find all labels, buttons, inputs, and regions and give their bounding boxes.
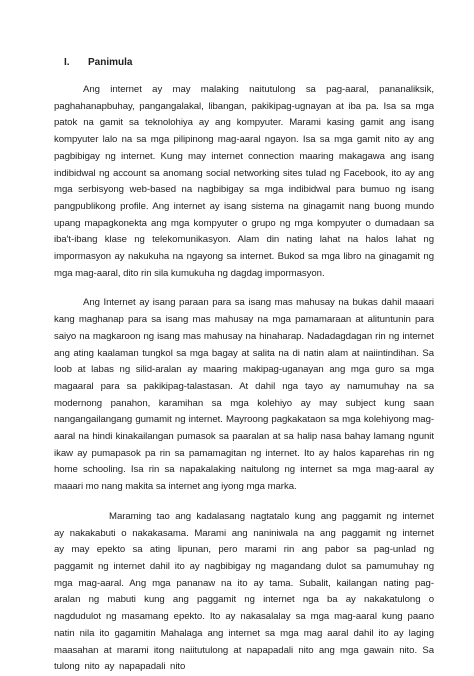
paragraph-2: Ang Internet ay isang paraan para sa isang mas mahusay na bukas dahil maaari kang maghanap para sa isang mas mahusay na mga pamamaraan at alituntunin para saiyo na magkaroon ng isang mas mahusay na hinaharap. Nadadagdagan rin ng internet ang ating kaalaman tungkol sa mga bagay at salita na di natin alam at naiintindihan. Sa loob at labas ng silid-aralan ay maaring makipag-uganayan ang mga guro sa mga magaaral para sa pakikipag-talastasan. At dahil nga tayo ay namumuhay na sa modernong panahon, karamihan sa mga kolehiyo ay may subject kung saan nangangailangang gumamit ng internet. Mayroong pagkakataon sa mga kolehiyong mag-aaral na hindi kinakailangan pumasok sa paaralan at sa halip nasa bahay lamang ngunit ikaw ay pumapasok pa rin sa pamamagitan ng internet. Ito ay halos kaparehas rin ng home schooling. Isa rin sa napakalaking naitulong ng internet sa mga mag-aaral ay maaari mo nang makita sa internet ang iyong mga marka. — [54, 297, 434, 493]
paragraph-3: Maraming tao ang kadalasang nagtatalo kung ang paggamit ng internet ay nakakabuti o nakakasama. Marami ang naniniwala na ang paggamit ng internet ay may epekto sa ating lipunan, pero marami rin ang pabor sa pag-unlad ng paggamit ng internet dahil ito ay nagbibigay ng magandang dulot sa pamumuhay ng mga mag-aaral. Ang mga pananaw na ito ay tama. Subalit, kailangan nating pag-aralan ng mabuti kung ang paggamit ng internet nga ba ay nakakatulong o nagdudulot ng masamang epekto. Ito ay nakasalalay sa mga mag-aaral kung paano natin nila ito gagamitin Mahalaga ang internet sa mga mag aaral dahil ito ay laging maasahan at marami itong naiitutulong at napapadali nito ang mga gawain nito. Sa tulong nito ay napapadali nito — [54, 510, 434, 673]
section-title: Panimula — [88, 57, 133, 68]
paragraph-1: Ang internet ay may malaking naitutulong sa pag-aaral, pananaliksik, paghahanapbuhay, pangangalakal, libangan, pakikipag-ugnayan at iba pa. Isa sa mga patok na gamit sa teknolohiya ay ang kompyuter. Marami kasing gamit ang isang kompyuter lalo na sa mga pilipinong mag-aaral ngayon. Isa sa mga gamit nito ay ang pagbibigay ng internet. Kung may internet connection maaring makagawa ang isang indibidwal ng account sa anomang social networking sites tulad ng Facebook, ito ay ang mga serbisyong web-based na nagbibigay sa mga indibidwal para bumuo ng isang pangpublikong profile. Ang internet ay isang sistema na ginagamit nang buong mundo upang mapagkonekta ang mga kompyuter o grupo ng mga kompyuter o dumadaan sa iba't-ibang klase ng telekomunikasyon. Alam din nating lahat na halos lahat ng impormasyon ay nakukuha na ngayong sa internet. Bukod sa mga libro na ginagamit ng mga mag-aaral, dito rin sila kumukuha ng dagdag impormasyon. — [54, 84, 434, 279]
section-number: I. — [64, 57, 70, 68]
section-heading — [64, 57, 434, 68]
